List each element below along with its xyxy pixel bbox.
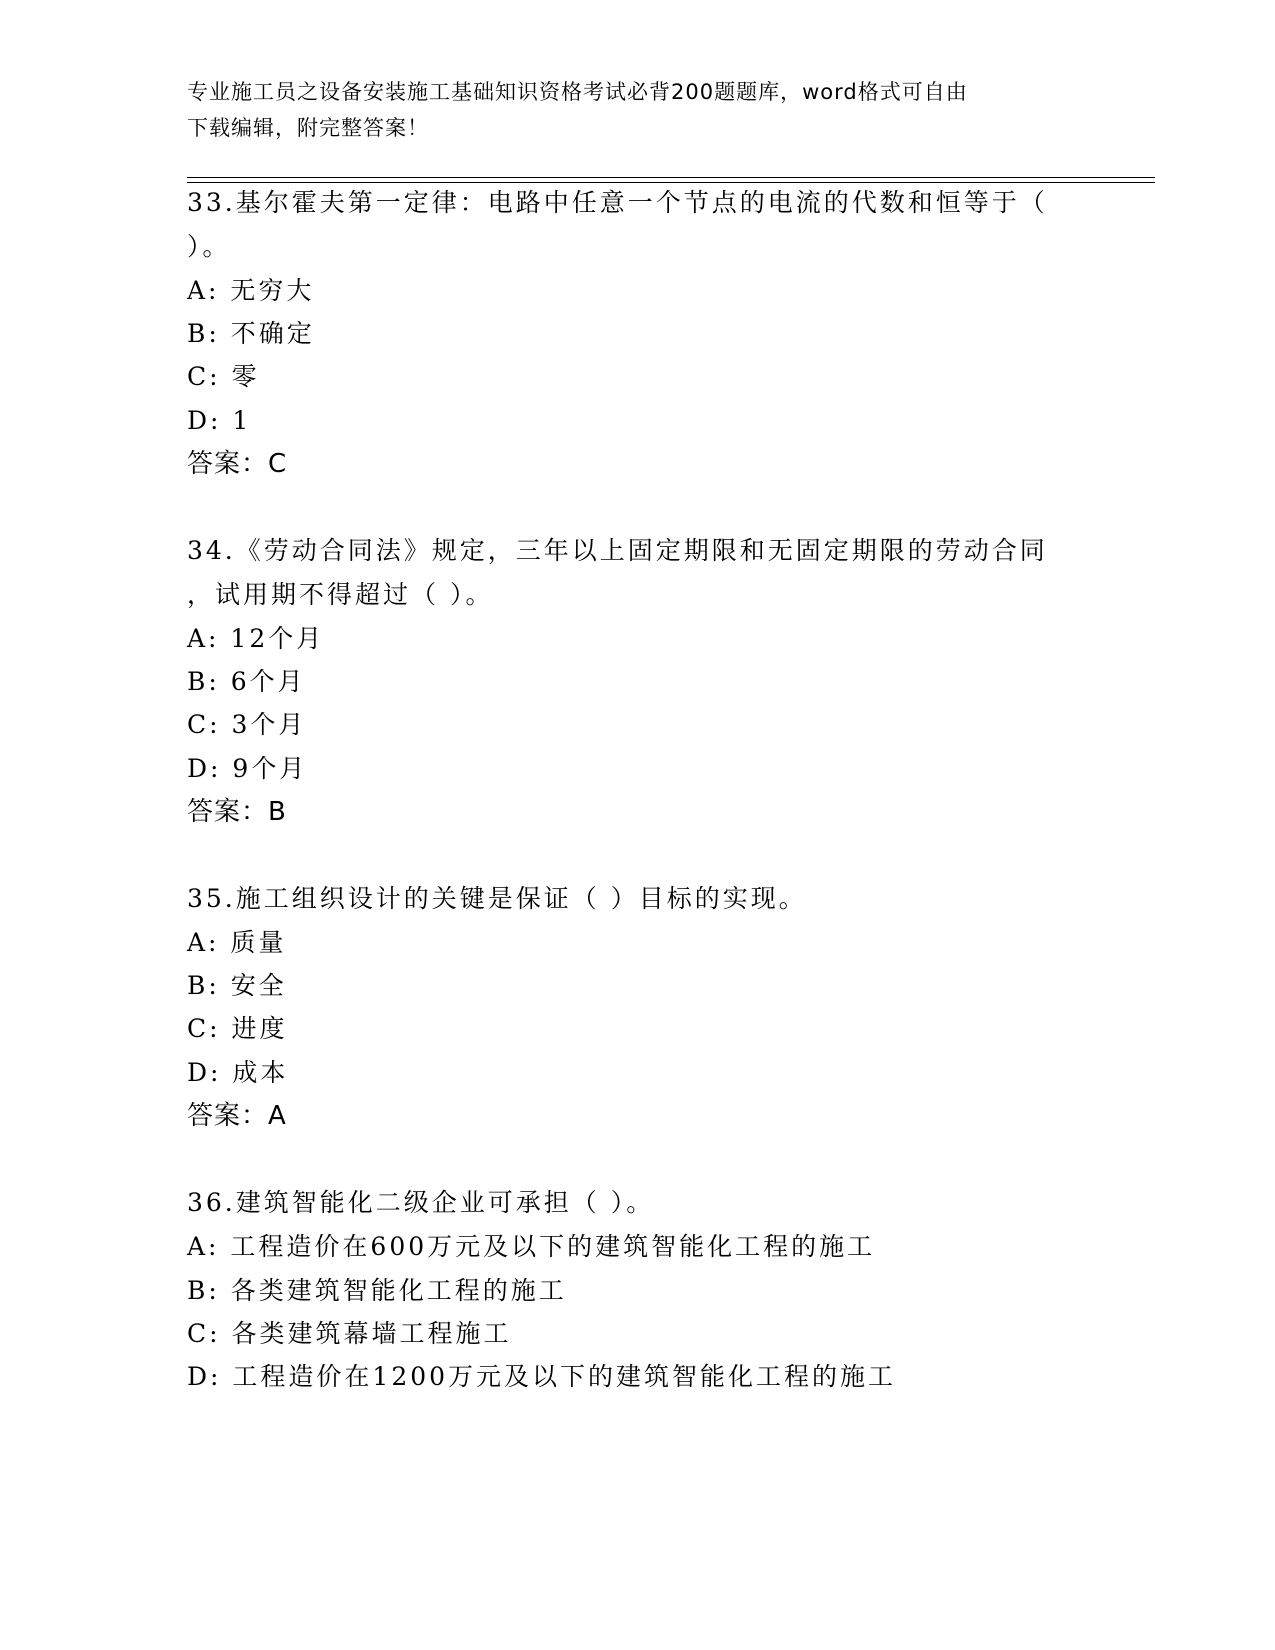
question-34-stem-line-1: 34.《劳动合同法》规定，三年以上固定期限和无固定期限的劳动合同: [187, 536, 1048, 565]
question-33-answer: 答案：C: [187, 449, 288, 479]
question-35-option-a: A: 质量: [187, 928, 287, 957]
question-33-stem-line-2: ）。: [187, 232, 231, 261]
question-36-option-d: D: 工程造价在1200万元及以下的建筑智能化工程的施工: [187, 1362, 897, 1391]
document-header: [187, 74, 1087, 146]
question-33-option-d: D: 1: [187, 406, 252, 435]
question-35-option-b: B: 安全: [187, 971, 287, 1000]
question-36-option-a: A: 工程造价在600万元及以下的建筑智能化工程的施工: [187, 1232, 876, 1261]
header-rule-top: [187, 177, 1155, 178]
question-33-option-b: B: 不确定: [187, 319, 315, 348]
question-33-option-c: C: 零: [187, 362, 260, 391]
question-33-stem-line-1: 33.基尔霍夫第一定律：电路中任意一个节点的电流的代数和恒等于（: [187, 188, 1048, 217]
question-35-stem-line-1: 35.施工组织设计的关键是保证（ ）目标的实现。: [187, 884, 807, 913]
question-33-option-a: A: 无穷大: [187, 276, 315, 305]
question-34-answer: 答案：B: [187, 797, 287, 827]
question-34-option-c: C: 3个月: [187, 710, 307, 739]
question-35-option-d: D: 成本: [187, 1058, 289, 1087]
question-36-stem-line-1: 36.建筑智能化二级企业可承担（ ）。: [187, 1188, 655, 1217]
question-34-option-b: B: 6个月: [187, 667, 306, 696]
question-34-option-d: D: 9个月: [187, 754, 308, 783]
question-36-option-c: C: 各类建筑幕墙工程施工: [187, 1319, 512, 1348]
question-34-option-a: A: 12个月: [187, 624, 325, 653]
question-36-option-b: B: 各类建筑智能化工程的施工: [187, 1276, 567, 1305]
header-rule-bottom: [187, 182, 1155, 183]
question-35-option-c: C: 进度: [187, 1014, 288, 1043]
question-34-stem-line-2: ，试用期不得超过（ ）。: [187, 580, 494, 609]
header-line-1: 专业施工员之设备安装施工基础知识资格考试必背200题题库，word格式可自由: [187, 80, 968, 104]
header-line-2: 下载编辑，附完整答案！: [187, 116, 429, 140]
question-35-answer: 答案：A: [187, 1101, 287, 1131]
